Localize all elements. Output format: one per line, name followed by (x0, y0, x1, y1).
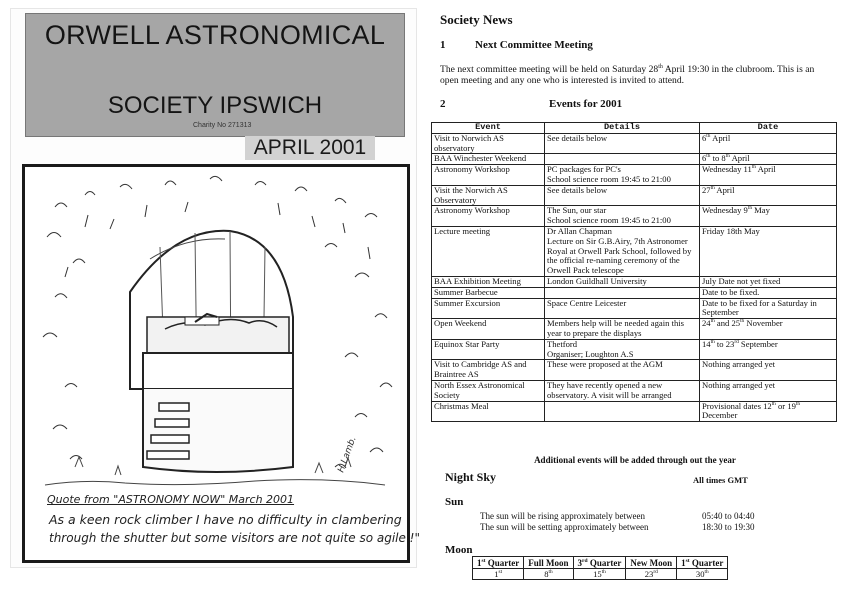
event-details-cell: These were proposed at the AGM (545, 360, 700, 381)
events-header-row (432, 123, 837, 134)
moon-phase-header: 1st Quarter (473, 557, 524, 569)
event-row (432, 185, 837, 206)
cover-page (10, 8, 421, 568)
section1-title: Next Committee Meeting (475, 39, 593, 51)
moon-date-row (473, 569, 728, 580)
event-details-cell: See details below (545, 185, 700, 206)
events-header-date: Date (700, 123, 837, 134)
moon-phases-table (472, 556, 728, 580)
event-name-cell: Astronomy Workshop (432, 206, 545, 227)
moon-phase-date: 30th (677, 569, 728, 580)
event-details-cell: See details below (545, 133, 700, 154)
moon-phase-header: Full Moon (524, 557, 573, 569)
event-name-cell: Lecture meeting (432, 226, 545, 276)
event-name-cell: Visit the Norwich AS Observatory (432, 185, 545, 206)
event-row (432, 401, 837, 422)
event-details-cell (545, 287, 700, 298)
event-details-cell: London Guildhall University (545, 276, 700, 287)
committee-meeting-text: The next committee meeting will be held on Saturday 28th April 19:30 in the clubroom. This is an open meeting and any one who is interested is invited to attend. (440, 63, 815, 86)
moon-phase-date: 1st (473, 569, 524, 580)
event-row (432, 360, 837, 381)
additional-events-note: Additional events will be added through out the year (534, 455, 736, 465)
sun-setting-value: 18:30 to 19:30 (702, 522, 755, 532)
society-news-heading: Society News (440, 12, 513, 27)
event-name-cell: BAA Winchester Weekend (432, 154, 545, 165)
event-date-cell: Friday 18th May (700, 226, 837, 276)
masthead-line1: ORWELL ASTRONOMICAL (44, 20, 386, 50)
cartoon-frame (22, 164, 421, 563)
event-details-cell: Space Centre Leicester (545, 298, 700, 319)
event-date-cell: Nothing arranged yet (700, 360, 837, 381)
events-table (431, 122, 837, 422)
quote-source: Quote from "ASTRONOMY NOW" March 2001 (47, 493, 295, 506)
event-name-cell: Astronomy Workshop (432, 165, 545, 186)
sun-setting-label: The sun will be setting approximately between (480, 522, 649, 532)
event-details-cell: Members help will be needed again this year to prepare the displays (545, 319, 700, 340)
moon-heading: Moon (445, 544, 473, 556)
times-note: All times GMT (693, 475, 748, 485)
sun-rising-label: The sun will be rising approximately between (480, 511, 645, 521)
news-page (428, 0, 842, 595)
event-row (432, 319, 837, 340)
event-row (432, 287, 837, 298)
event-date-cell: Date to be fixed. (700, 287, 837, 298)
event-date-cell: Provisional dates 12th or 19th December (700, 401, 837, 422)
events-header-details: Details (545, 123, 700, 134)
event-row (432, 380, 837, 401)
event-row (432, 226, 837, 276)
event-date-cell: Wednesday 11th April (700, 165, 837, 186)
event-date-cell: Nothing arranged yet (700, 380, 837, 401)
event-details-cell (545, 401, 700, 422)
event-date-cell: 24th and 25th November (700, 319, 837, 340)
moon-phase-date: 15th (573, 569, 626, 580)
event-name-cell: Summer Barbecue (432, 287, 545, 298)
event-row (432, 339, 837, 360)
event-row (432, 165, 837, 186)
event-date-cell: Wednesday 9th May (700, 206, 837, 227)
event-name-cell: Equinox Star Party (432, 339, 545, 360)
event-details-cell (545, 154, 700, 165)
moon-phase-header: 1st Quarter (677, 557, 728, 569)
moon-phase-header: 3rd Quarter (573, 557, 626, 569)
event-details-cell: Thetford Organiser; Loughton A.S (545, 339, 700, 360)
event-date-cell: 6th April (700, 133, 837, 154)
event-name-cell: Christmas Meal (432, 401, 545, 422)
quote-line2: through the shutter but some visitors are not quite so agile !" (49, 531, 421, 545)
events-table-body (432, 133, 837, 421)
event-row (432, 206, 837, 227)
moon-phase-date: 8th (524, 569, 573, 580)
event-row (432, 154, 837, 165)
charity-number: Charity No 271313 (193, 122, 252, 129)
event-name-cell: BAA Exhibition Meeting (432, 276, 545, 287)
event-name-cell: Visit to Cambridge AS and Braintree AS (432, 360, 545, 381)
section1-number: 1 (440, 39, 446, 51)
moon-phase-header: New Moon (626, 557, 677, 569)
events-header-event: Event (432, 123, 545, 134)
issue-date: APRIL 2001 (245, 136, 375, 160)
section2-number: 2 (440, 98, 446, 110)
event-name-cell: Visit to Norwich AS observatory (432, 133, 545, 154)
event-name-cell: North Essex Astronomical Society (432, 380, 545, 401)
event-details-cell: Dr Allan Chapman Lecture on Sir G.B.Airy, 7th Astronomer Royal at Orwell Park School, followed by the official re-naming ceremony of the Orwell Pack telescope (545, 226, 700, 276)
sun-heading: Sun (445, 496, 464, 508)
event-row (432, 276, 837, 287)
artist-signature: H.Lamb. (336, 435, 359, 475)
night-sky-heading: Night Sky (445, 470, 497, 484)
moon-phase-date: 23rd (626, 569, 677, 580)
quote-line1: As a keen rock climber I have no difficulty in clambering (49, 512, 402, 527)
event-details-cell: The Sun, our star School science room 19:45 to 21:00 (545, 206, 700, 227)
event-date-cell: 14th to 23rd September (700, 339, 837, 360)
event-details-cell: PC packages for PC's School science room 19:45 to 21:00 (545, 165, 700, 186)
masthead-line2: SOCIETY IPSWICH (107, 92, 323, 119)
sun-rising-value: 05:40 to 04:40 (702, 511, 755, 521)
event-name-cell: Summer Excursion (432, 298, 545, 319)
event-name-cell: Open Weekend (432, 319, 545, 340)
event-row (432, 133, 837, 154)
event-row (432, 298, 837, 319)
event-date-cell: 6th to 8th April (700, 154, 837, 165)
event-date-cell: July Date not yet fixed (700, 276, 837, 287)
event-details-cell: They have recently opened a new observatory. A visit will be arranged (545, 380, 700, 401)
moon-phase-row (473, 557, 728, 569)
event-date-cell: 27th April (700, 185, 837, 206)
event-date-cell: Date to be fixed for a Saturday in September (700, 298, 837, 319)
masthead-banner (25, 13, 405, 137)
section2-title: Events for 2001 (549, 98, 623, 110)
